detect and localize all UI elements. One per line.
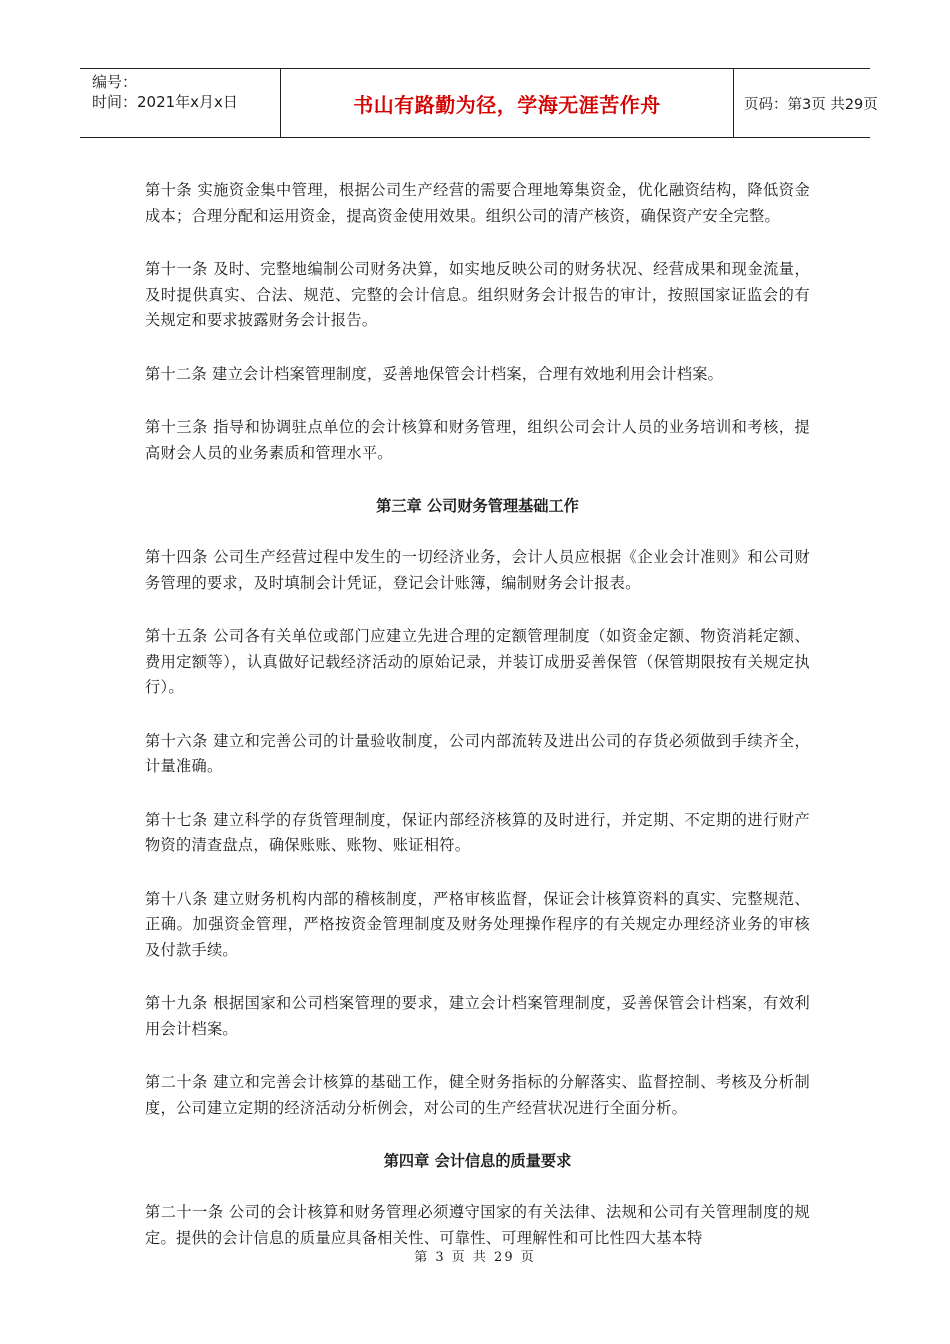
header-page-cell bbox=[734, 69, 878, 137]
article-16: 第十六条 建立和完善公司的计量验收制度，公司内部流转及进出公司的存货必须做到手续齐全，计量准确。 bbox=[145, 731, 810, 775]
article-12: 第十二条 建立会计档案管理制度，妥善地保管会计档案，合理有效地利用会计档案。 bbox=[145, 364, 724, 383]
article-20: 第二十条 建立和完善会计核算的基础工作，健全财务指标的分解落实、监督控制、考核及分析制度，公司建立定期的经济活动分析例会，对公司的生产经营状况进行全面分析。 bbox=[145, 1073, 810, 1117]
document-number-label: 编号： bbox=[92, 73, 138, 91]
page-header bbox=[80, 68, 878, 138]
article-10: 第十条 实施资金集中管理，根据公司生产经营的需要合理地筹集资金，优化融资结构，降低资金成本；合理分配和运用资金，提高资金使用效果。组织公司的清产核资，确保资产安全完整。 bbox=[145, 181, 810, 225]
article-18: 第十八条 建立财务机构内部的稽核制度，严格审核监督，保证会计核算资料的真实、完整规范、正确。加强资金管理，严格按资金管理制度及财务处理操作程序的有关规定办理经济业务的审核及付款手续。 bbox=[145, 889, 810, 959]
header-info-cell bbox=[80, 69, 281, 137]
article-14: 第十四条 公司生产经营过程中发生的一切经济业务，会计人员应根据《企业会计准则》和公司财务管理的要求，及时填制会计凭证，登记会计账簿，编制财务会计报表。 bbox=[145, 548, 810, 592]
document-date-label: 时间：2021年x月x日 bbox=[92, 93, 238, 111]
article-11: 第十一条 及时、完整地编制公司财务决算，如实地反映公司的财务状况、经营成果和现金流量，及时提供真实、合法、规范、完整的会计信息。组织财务会计报告的审计，按照国家证监会的有关规定和要求披露财务会计报告。 bbox=[145, 260, 810, 329]
article-21: 第二十一条 公司的会计核算和财务管理必须遵守国家的有关法律、法规和公司有关管理制度的规定。提供的会计信息的质量应具备相关性、可靠性、可理解性和可比性四大基本特 bbox=[145, 1203, 810, 1247]
article-15: 第十五条 公司各有关单位或部门应建立先进合理的定额管理制度（如资金定额、物资消耗定额、费用定额等），认真做好记载经济活动的原始记录，并装订成册妥善保管（保管期限按有关规定执行）。 bbox=[145, 627, 810, 696]
article-19: 第十九条 根据国家和公司档案管理的要求，建立会计档案管理制度，妥善保管会计档案，有效利用会计档案。 bbox=[145, 994, 810, 1038]
article-17: 第十七条 建立科学的存货管理制度，保证内部经济核算的及时进行，并定期、不定期的进行财产物资的清查盘点，确保账账、账物、账证相符。 bbox=[145, 810, 810, 854]
chapter-3-heading: 第三章 公司财务管理基础工作 bbox=[376, 497, 579, 515]
document-body bbox=[145, 178, 810, 1279]
chapter-4-heading: 第四章 会计信息的质量要求 bbox=[383, 1152, 572, 1170]
page-footer: 第 3 页 共 29 页 bbox=[414, 1250, 536, 1265]
header-motto-cell bbox=[281, 69, 734, 137]
article-13: 第十三条 指导和协调驻点单位的会计核算和财务管理，组织公司会计人员的业务培训和考核，提高财会人员的业务素质和管理水平。 bbox=[145, 418, 810, 462]
header-motto: 书山有路勤为径，学海无涯苦作舟 bbox=[353, 92, 661, 117]
header-page-number: 页码：第3页 共29页 bbox=[744, 96, 878, 113]
